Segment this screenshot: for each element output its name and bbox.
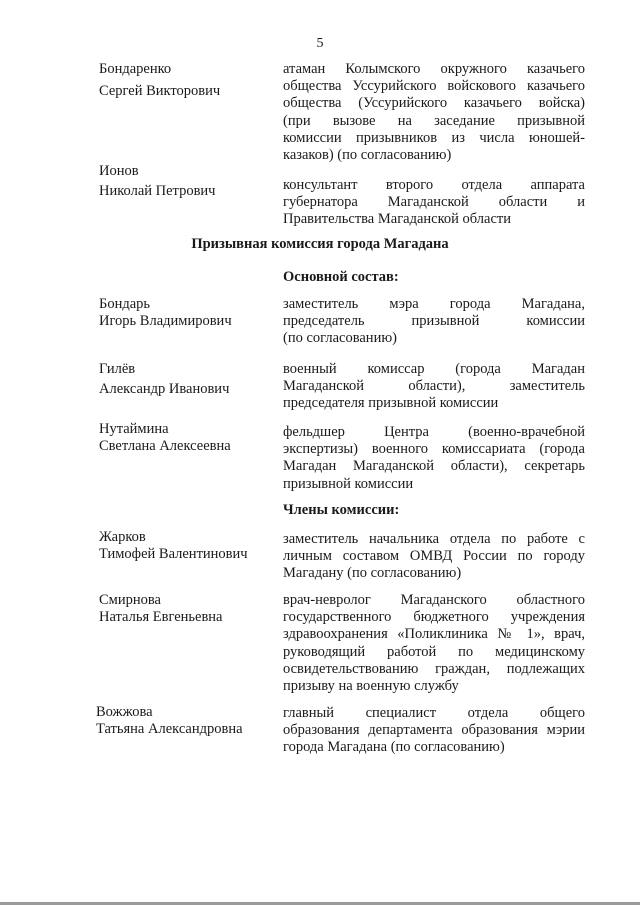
person-name [99, 61, 274, 99]
person-name [99, 421, 274, 455]
person-role: врач-невролог Магаданского областного государственного бюджетного учреждения здравоохранения «Поликлиника № 1», врач, руководящий работой по медицинскому освидетельствованию граждан, подлежащих призыву на военную службу [283, 592, 585, 695]
first-name: Наталья Евгеньевна [99, 609, 223, 625]
first-name: Игорь Владимирович [99, 313, 232, 329]
person-role: фельдшер Центра (военно-врачебной экспертизы) военного комиссариата (города Магадан Магаданской области), секретарь призывной комиссии [283, 424, 585, 492]
section-title: Призывная комиссия города Магадана [191, 236, 449, 252]
last-name: Смирнова [99, 592, 161, 608]
person-role: военный комиссар (города Магадан Магаданской области), заместитель председателя призывной комиссии [283, 361, 585, 412]
last-name: Нутаймина [99, 421, 169, 437]
first-name: Сергей Викторович [99, 83, 221, 99]
person-role: заместитель начальника отдела по работе с личным составом ОМВД России по городу Магадану (по согласованию) [283, 531, 585, 582]
first-name: Светлана Алексеевна [99, 438, 231, 454]
main-staff-heading: Основной состав: [283, 269, 399, 285]
last-name: Вожжова [96, 704, 153, 720]
person-name [99, 163, 274, 197]
first-name: Николай Петрович [99, 183, 216, 199]
person-role: главный специалист отдела общего образования департамента образования мэрии города Магадана (по согласованию) [283, 705, 585, 756]
members-heading: Члены комиссии: [283, 502, 400, 518]
person-role: заместитель мэра города Магадана, председатель призывной комиссии (по согласованию) [283, 296, 585, 347]
last-name: Жарков [99, 529, 146, 545]
first-name: Александр Иванович [99, 381, 230, 397]
person-name [99, 296, 274, 330]
first-name: Татьяна Александровна [96, 721, 243, 737]
last-name: Гилёв [99, 361, 136, 377]
person-role: консультант второго отдела аппарата губернатора Магаданской области и Правительства Магаданской области [283, 177, 585, 228]
last-name: Бондарь [99, 296, 151, 312]
first-name: Тимофей Валентинович [99, 546, 248, 562]
person-name [99, 529, 274, 563]
person-name [96, 704, 271, 738]
person-name [99, 361, 274, 395]
page-number: 5 [316, 36, 324, 51]
person-name [99, 592, 274, 626]
last-name: Ионов [99, 163, 139, 179]
last-name: Бондаренко [99, 61, 172, 77]
person-role: атаман Колымского окружного казачьего общества Уссурийского войскового казачьего общества (Уссурийского казачьего войска) (при вызове на заседание призывной комиссии призывников из числа юношей- казаков) (по согласованию) [283, 61, 585, 164]
